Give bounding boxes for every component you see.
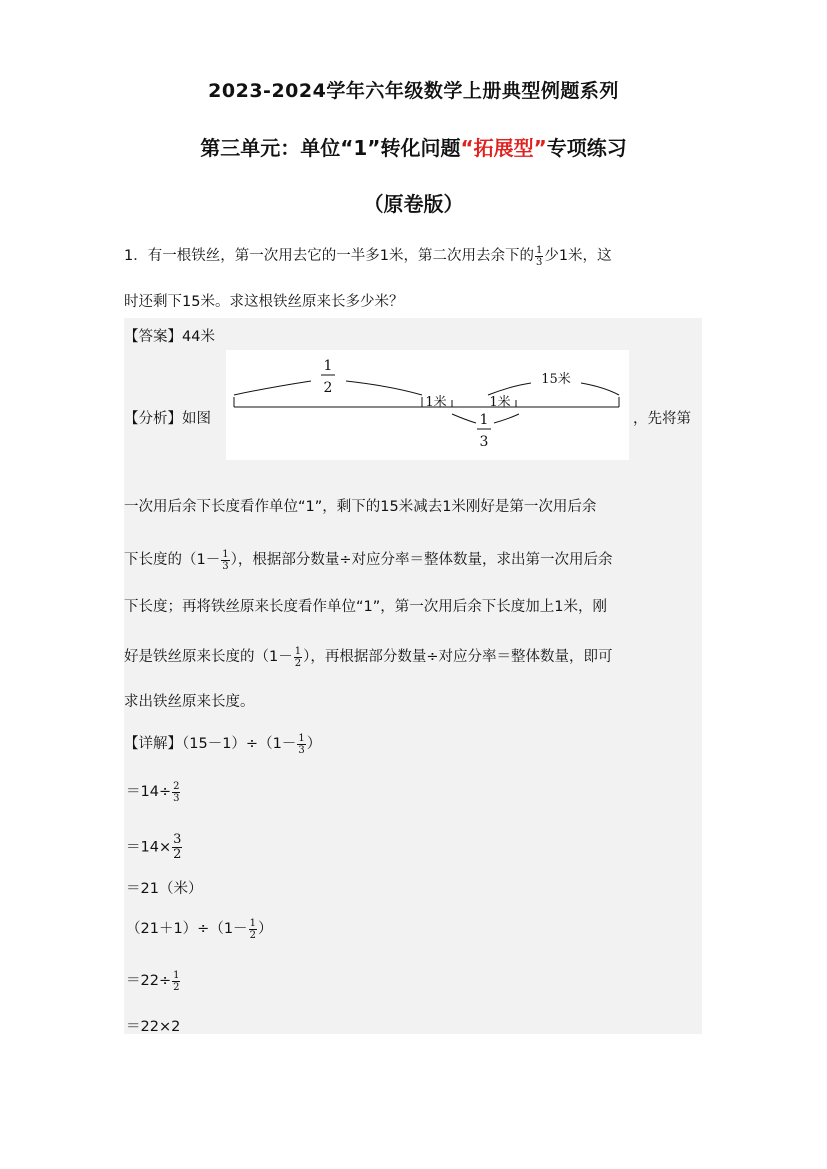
- analysis-line-5-b: ），再根据部分数量÷对应分率＝整体数量，即可: [303, 649, 613, 665]
- one-meter-left-label: 1米: [425, 395, 447, 410]
- solution-step-2-a: ＝14÷: [126, 784, 172, 800]
- solution-step-5: [126, 917, 272, 941]
- solution-step-1-b: ）: [306, 736, 322, 752]
- title-highlight: “拓展型”: [460, 136, 547, 160]
- analysis-line-3-a: 下长度的（1－: [124, 552, 221, 568]
- solution-step-3: [126, 833, 183, 862]
- third-denominator: 3: [479, 434, 489, 450]
- question-line-1: [124, 244, 612, 268]
- third-numerator: 1: [479, 412, 489, 428]
- analysis-line-3-b: ），根据部分数量÷对应分率＝整体数量，求出第一次用后余: [230, 552, 613, 568]
- solution-step-4: ＝21（米）: [126, 881, 203, 897]
- question-line-2: 时还剩下15米。求这根铁丝原来长多少米？: [124, 294, 404, 310]
- question-text-b: 少1米，这: [544, 248, 612, 264]
- answer-label: 【答案】: [124, 329, 182, 345]
- title-line-2-a: 第三单元：单位“1”转化问题: [200, 136, 461, 160]
- line-segment-figure: [226, 350, 629, 460]
- solution-fraction-2: $\frac{2}{3}$: [173, 780, 180, 804]
- solution-fraction-3: $\frac{3}{2}$: [173, 832, 182, 862]
- answer-value: 44米: [182, 329, 215, 345]
- question-fraction: $\frac{1}{3}$: [535, 244, 543, 268]
- solution-fraction-1: $\frac{1}{3}$: [298, 732, 305, 756]
- solution-step-5-a: （21＋1）÷（1－: [126, 921, 248, 937]
- solution-fraction-6: $\frac{1}{2}$: [173, 969, 180, 993]
- half-numerator: 1: [323, 358, 333, 374]
- title-line-3: （原卷版）: [363, 192, 464, 216]
- solution-step-1: [124, 732, 321, 756]
- fifteen-meter-label: 15米: [541, 372, 571, 387]
- analysis-line-4: 下长度；再将铁丝原来长度看作单位“1”，第一次用后余下长度加上1米，刚: [124, 599, 607, 615]
- analysis-line-6: 求出铁丝原来长度。: [124, 694, 255, 710]
- answer-line: [124, 325, 215, 346]
- analysis-line-3: [124, 548, 613, 572]
- analysis-line-5-a: 好是铁丝原来长度的（1－: [124, 649, 293, 665]
- solution-label: 【详解】: [124, 736, 182, 752]
- solution-fraction-5: $\frac{1}{2}$: [249, 917, 256, 941]
- solution-step-5-b: ）: [257, 921, 273, 937]
- analysis-after-figure: ，先将第: [633, 411, 691, 427]
- analysis-label: 【分析】如图: [124, 411, 211, 427]
- solution-step-2: [126, 780, 181, 804]
- analysis-line-2: 一次用后余下长度看作单位“1”，剩下的15米减去1米刚好是第一次用后余: [124, 499, 597, 515]
- solution-step-7: ＝22×2: [126, 1019, 181, 1035]
- title-line-2-b: 专项练习: [546, 136, 627, 160]
- solution-step-3-a: ＝14×: [126, 839, 172, 856]
- title-line-2: [0, 132, 827, 161]
- half-denominator: 2: [323, 380, 333, 396]
- solution-step-1-a: （15－1）÷（1－: [182, 736, 297, 752]
- title-line-1: 2023-2024学年六年级数学上册典型例题系列: [208, 80, 619, 102]
- analysis-fraction-half: $\frac{1}{2}$: [294, 645, 302, 669]
- solution-step-6: [126, 969, 181, 993]
- question-text-a: 1．有一根铁丝，第一次用去它的一半多1米，第二次用去余下的: [124, 248, 534, 264]
- one-meter-right-label: 1米: [489, 395, 511, 410]
- analysis-line-5: [124, 645, 613, 669]
- analysis-fraction-third: $\frac{1}{3}$: [222, 548, 229, 572]
- solution-step-6-a: ＝22÷: [126, 973, 172, 989]
